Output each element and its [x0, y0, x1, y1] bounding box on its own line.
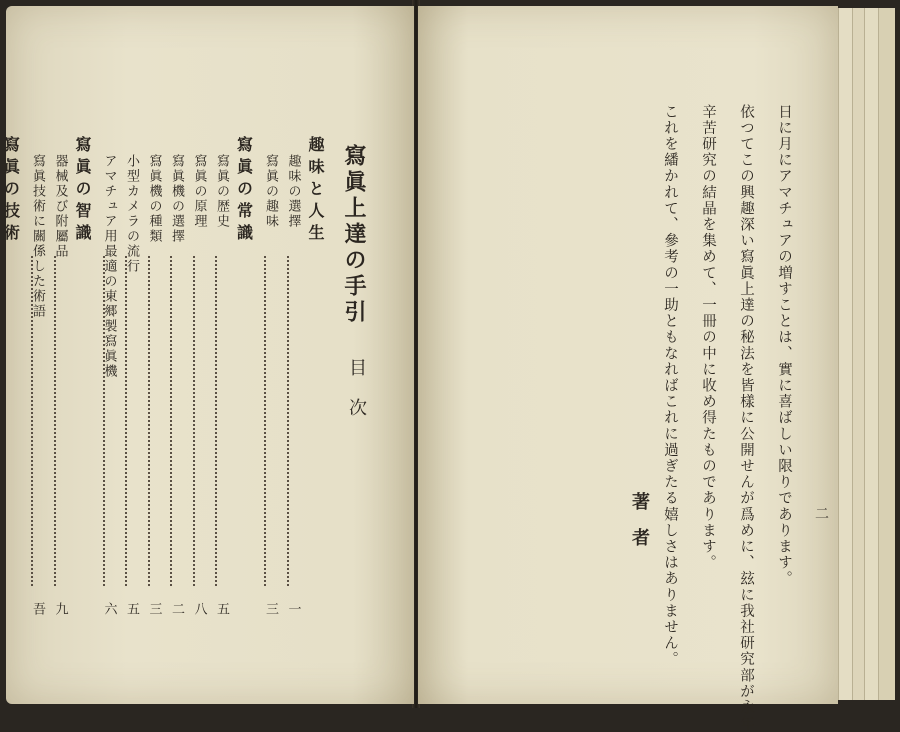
- toc-entry-label: 寫眞の原理: [191, 154, 207, 229]
- toc-leader-dots: [31, 256, 33, 586]
- toc-page-number: 二: [169, 602, 184, 615]
- toc-page-number: 八: [191, 602, 207, 615]
- toc-entry: [145, 154, 164, 244]
- toc-entry-label: 寫眞技術に關係した術語: [30, 154, 45, 319]
- toc-page-number: 五: [214, 602, 229, 615]
- toc-leader-dots: [264, 256, 266, 586]
- preface-line: 日に月にアマチュアの増すことは、實に喜ばしい限りであります。: [776, 104, 792, 587]
- toc-leader-dots: [170, 256, 172, 586]
- toc-leader-dots: [287, 256, 289, 586]
- toc-entry: [51, 154, 70, 259]
- preface-author: 著 者: [629, 492, 650, 546]
- toc-page-number: 三: [263, 602, 278, 615]
- toc-leader-dots: [148, 256, 150, 586]
- preface-line: これを繙かれて、參考の一助ともなればこれに過ぎたる嬉しさはありません。: [662, 104, 678, 668]
- toc-entry-label: 寫眞の歴史: [214, 154, 229, 229]
- toc-entry-label: 寫眞機の種類: [146, 154, 162, 244]
- page-folio: 二: [813, 506, 829, 520]
- toc-page-number: 一: [285, 602, 301, 615]
- preface-line: 辛苦研究の結晶を集めて、一冊の中に收め得たものであります。: [700, 104, 716, 571]
- toc-leader-dots: [54, 256, 56, 586]
- toc-entry: [261, 154, 280, 229]
- toc-title: 寫眞上達の手引: [341, 144, 367, 326]
- preface-line: 依つてこの興趣深い寫眞上達の秘法を皆樣に公開せんが爲めに、玆に我社研究部が永年: [738, 104, 754, 732]
- toc-leader-dots: [125, 256, 127, 586]
- toc-entry-label: アマチュア用最適の東郷製寫眞機: [101, 154, 117, 379]
- toc-section-heading: 趣味と人生: [306, 136, 325, 246]
- page-edge: [838, 8, 853, 700]
- toc-section-heading: 寫眞の智識: [73, 136, 92, 246]
- toc-page-number: 三: [146, 602, 162, 615]
- toc-leader-dots: [193, 256, 195, 586]
- toc-leader-dots: [103, 256, 105, 586]
- toc-subtitle: 目次: [346, 358, 367, 438]
- toc-entry: [190, 154, 209, 229]
- toc-entry: [284, 154, 303, 229]
- left-page-toc: [1, 6, 414, 704]
- toc-entry: [212, 154, 231, 229]
- toc-page-number: 六: [101, 602, 117, 615]
- toc-section-heading: 寫眞の技術: [1, 136, 21, 246]
- toc-page-number: 吾: [30, 602, 45, 615]
- page-edge: [878, 8, 895, 700]
- toc-entry-label: 寫眞機の選擇: [169, 154, 184, 244]
- toc-leader-dots: [215, 256, 217, 586]
- toc-entry: [167, 154, 186, 244]
- toc-section-heading: 寫眞の常識: [234, 136, 254, 246]
- toc-page-number: 五: [124, 602, 139, 615]
- toc-entry-label: 小型カメラの流行: [124, 154, 139, 274]
- toc-page-number: 九: [52, 602, 68, 615]
- toc-entry-label: 趣味の選擇: [285, 154, 301, 229]
- toc-entry-label: 器械及び附屬品: [52, 154, 68, 259]
- page-edge: [864, 8, 879, 700]
- right-page-preface: [418, 6, 838, 732]
- toc-entry-label: 寫眞の趣味: [263, 154, 278, 229]
